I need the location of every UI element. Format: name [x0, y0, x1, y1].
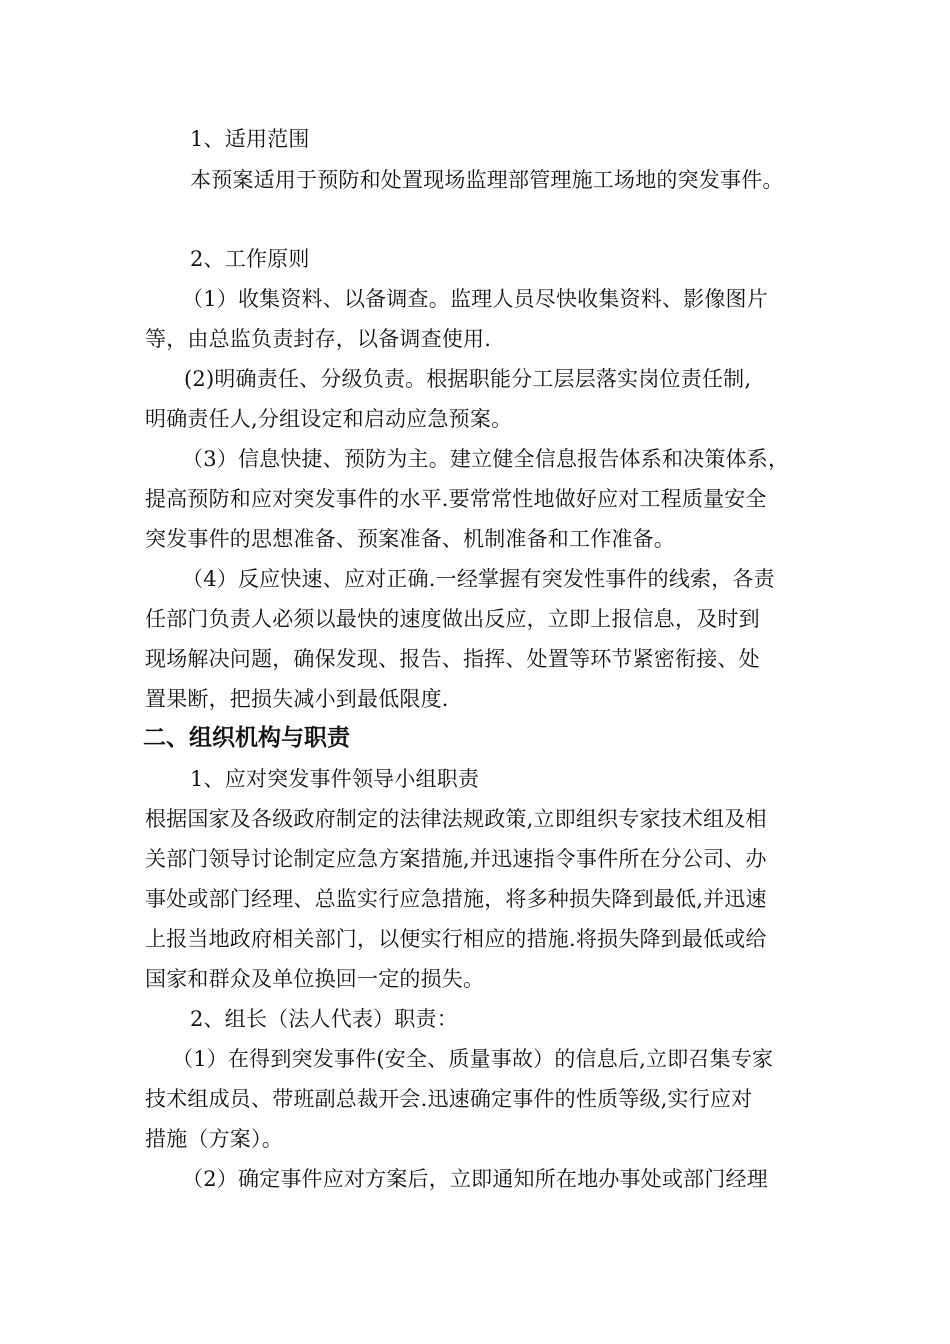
text-line: 技术组成员、带班副总裁开会.迅速确定事件的性质等级,实行应对	[145, 1087, 753, 1111]
text-line: 明确责任人,分组设定和启动应急预案。	[145, 407, 513, 431]
text-line: 国家和群众及单位换回一定的损失。	[145, 967, 485, 991]
text-line: 事处或部门经理、总监实行应急措施，将多种损失降到最低,并迅速	[145, 887, 767, 911]
text-line: 措施（方案）。	[145, 1127, 283, 1151]
section-heading: 二、组织机构与职责	[143, 725, 350, 751]
text-line: 现场解决问题，确保发现、报告、指挥、处置等环节紧密衔接、处	[145, 647, 760, 671]
text-line: （1）收集资料、以备调查。监理人员尽快收集资料、影像图片	[182, 287, 768, 311]
text-line: 根据国家及各级政府制定的法律法规政策,立即组织专家技术组及相	[145, 807, 767, 831]
text-line: 关部门领导讨论制定应急方案措施,并迅速指令事件所在分公司、办	[145, 847, 767, 871]
text-line: （2）确定事件应对方案后，立即通知所在地办事处或部门经理	[182, 1167, 768, 1191]
text-line: 等，由总监负责封存，以备调查使用.	[145, 327, 492, 351]
text-line: 置果断，把损失减小到最低限度.	[145, 687, 449, 711]
text-line: 2、组长（法人代表）职责：	[190, 1007, 458, 1031]
text-line: 1、适用范围	[190, 127, 310, 151]
text-line: 突发事件的思想准备、预案准备、机制准备和工作准备。	[145, 527, 675, 551]
text-line: （3）信息快捷、预防为主。建立健全信息报告体系和决策体系，	[182, 447, 790, 471]
text-line: 提高预防和应对突发事件的水平.要常常性地做好应对工程质量安全	[145, 487, 767, 511]
text-line: 本预案适用于预防和处置现场监理部管理施工场地的突发事件。	[190, 168, 784, 192]
text-line: （4）反应快速、应对正确.一经掌握有突发性事件的线索，各责	[182, 567, 775, 591]
text-line: 2、工作原则	[190, 247, 310, 271]
text-line: 上报当地政府相关部门，以便实行相应的措施.将损失降到最低或给	[145, 927, 767, 951]
text-line: 1、应对突发事件领导小组职责	[190, 767, 480, 791]
text-line: (2)明确责任、分级负责。根据职能分工层层落实岗位责任制,	[184, 367, 752, 391]
text-line: （1）在得到突发事件(安全、质量事故）的信息后,立即召集专家	[172, 1047, 774, 1071]
text-line: 任部门负责人必须以最快的速度做出反应，立即上报信息，及时到	[145, 607, 760, 631]
